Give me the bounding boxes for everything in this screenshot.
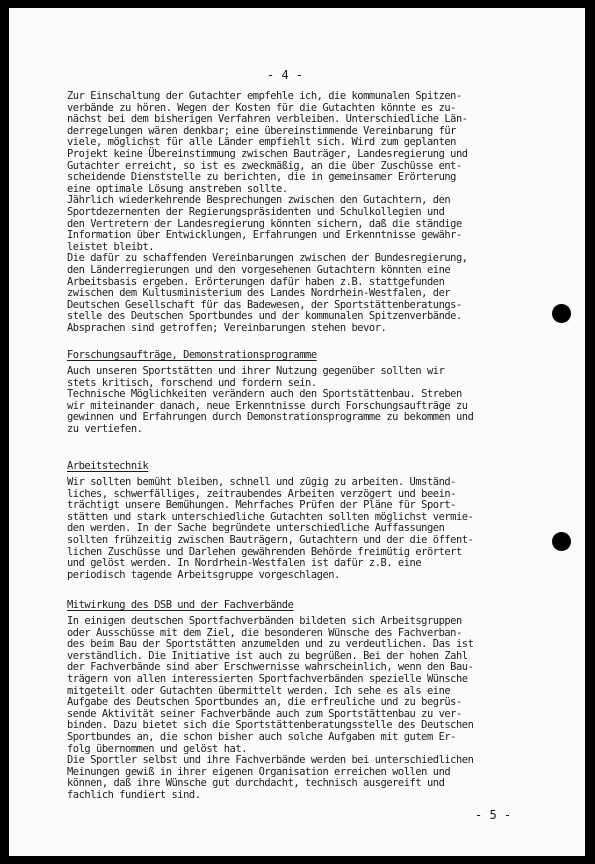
text-line: binden. Dazu bietet sich die Sportstättenberatungsstelle des Deutschen <box>67 719 474 732</box>
text-line: Sportdezernenten der Regierungspräsidenten und Schulkollegien und <box>67 205 445 218</box>
text-line: zwischen dem Kultusministerium des Landes Nordrhein-Westfalen, der <box>67 287 451 300</box>
text-line: der Fachverbände sind aber Erschwernisse wahrscheinlich, wenn den Bau- <box>67 661 474 674</box>
text-line: mitgeteilt oder Gutachten übermittelt werden. Ich sehe es als eine <box>67 684 451 697</box>
text-line: verständlich. Die Initiative ist auch zu begrüßen. Bei der hohen Zahl <box>67 649 468 662</box>
text-line: und gelöst werden. In Nordrhein-Westfalen ist dafür z.B. eine <box>67 557 422 570</box>
heading-mitwirkung: Mitwirkung des DSB und der Fachverbände <box>67 599 294 611</box>
text-line: periodisch tagende Arbeitsgruppe vorgeschlagen. <box>67 568 340 581</box>
text-line: lichen Zuschüsse und Darlehen gewährenden Behörde freimütig erörtert <box>67 545 462 558</box>
intro-paragraphs <box>67 91 567 334</box>
text-line: des beim Bau der Sportstätten anzumelden und zu verdeutlichen. Das ist <box>67 638 474 651</box>
text-line: trägern von allen interessierten Sportfachverbänden spezielle Wünsche <box>67 672 468 685</box>
document-page <box>9 8 585 856</box>
text-line: Deutschen Gesellschaft für das Badewesen, der Sportstättenberatungs- <box>67 298 462 311</box>
text-line: Arbeitsbasis ergeben. Erörterungen dafür haben z.B. stattgefunden <box>67 275 445 288</box>
heading-arbeitstechnik: Arbeitstechnik <box>67 460 149 472</box>
text-line: gewinnen und Erfahrungen durch Demonstrationsprogramme zu bekommen und <box>67 411 474 424</box>
text-line: sende Aktivität seiner Fachverbände auch zum Sportstättenbau zu ver- <box>67 707 462 720</box>
text-line: stets kritisch, forschend und fordern sein. <box>67 376 317 389</box>
text-line: Projekt keine Übereinstimmung zwischen Bauträger, Landesregierung und <box>67 147 468 160</box>
text-line: Die dafür zu schaffenden Vereinbarungen zwischen der Bundesregierung, <box>67 252 468 265</box>
text-line: können, daß ihre Wünsche gut durchdacht, technisch ausgereift und <box>67 777 445 790</box>
page-number: - 4 - <box>267 68 304 82</box>
text-line: Meinungen gewiß in ihrer eigenen Organisation erreichen wollen und <box>67 765 451 778</box>
text-line: Information über Entwicklungen, Erfahrungen und Erkenntnisse gewähr- <box>67 229 462 242</box>
text-line: Sportbundes an, die schon bisher auch solche Aufgaben mit gutem Er- <box>67 730 456 743</box>
text-line: Auch unseren Sportstätten und ihrer Nutzung gegenüber sollten wir <box>67 365 445 377</box>
text-line: oder Ausschüsse mit dem Ziel, die besonderen Wünsche des Fachverban- <box>67 626 462 639</box>
text-line: Wir sollten bemüht bleiben, schnell und zügig zu arbeiten. Umständ- <box>67 476 456 488</box>
text-line: leistet bleibt. <box>67 240 155 253</box>
text-line: Technische Möglichkeiten verändern auch den Sportstättenbau. Streben <box>67 388 462 401</box>
text-line: trächtigt unsere Bemühungen. Mehrfaches Prüfen der Pläne für Sport- <box>67 499 456 512</box>
section-forschungsauftraege-body <box>67 366 567 436</box>
text-line: den Vertretern der Landesregierung könnten sichern, daß die ständige <box>67 217 462 230</box>
text-line: Aufgabe des Deutschen Sportbundes an, die erfreuliche und zu begrüs- <box>67 696 462 709</box>
text-line: zu vertiefen. <box>67 422 143 435</box>
text-line: verbände zu hören. Wegen der Kosten für die Gutachten könnte es zu- <box>67 101 456 114</box>
section-mitwirkung-body <box>67 616 567 802</box>
text-line: liches, schwerfälliges, zeitraubendes Arbeiten verzögert und beein- <box>67 487 456 500</box>
text-line: folg übernommen und gelöst hat. <box>67 742 247 755</box>
text-line: fachlich fundiert sind. <box>67 788 201 801</box>
page-footer-next: - 5 - <box>475 808 512 822</box>
text-line: Die Sportler selbst und ihre Fachverbände werden bei unterschiedlichen <box>67 754 474 767</box>
heading-forschungsauftraege: Forschungsaufträge, Demonstrationsprogramme <box>67 349 317 361</box>
text-line: viele, möglichst für alle Länder empfiehlt sich. Wird zum geplanten <box>67 136 456 149</box>
text-line: In einigen deutschen Sportfachverbänden bildeten sich Arbeitsgruppen <box>67 615 462 627</box>
text-line: den Länderregierungen und den vorgesehenen Gutachtern könnten eine <box>67 263 451 276</box>
section-arbeitstechnik-body <box>67 477 567 581</box>
text-line: stätten und stark unterschiedliche Gutachten sollten möglichst vermie- <box>67 510 474 523</box>
punch-hole-top <box>552 304 571 323</box>
text-line: scheidende Dienststelle zu berichten, die in gemeinsamer Erörterung <box>67 171 456 184</box>
text-line: stelle des Deutschen Sportbundes und der kommunalen Spitzenverbände. <box>67 310 462 323</box>
text-line: derregelungen wären denkbar; eine übereinstimmende Vereinbarung für <box>67 124 456 137</box>
text-line: sollten frühzeitig zwischen Bauträgern, Gutachtern und der die öffent- <box>67 533 474 546</box>
text-line: Zur Einschaltung der Gutachter empfehle ich, die kommunalen Spitzen- <box>67 90 462 102</box>
text-line: nächst bei dem bisherigen Verfahren verbleiben. Unterschiedliche Län- <box>67 113 468 126</box>
text-line: Absprachen sind getroffen; Vereinbarungen stehen bevor. <box>67 321 387 334</box>
text-line: Gutachter erreicht, so ist es zweckmäßig, an die über Zuschüsse ent- <box>67 159 462 172</box>
text-line: den werden. In der Sache begründete unterschiedliche Auffassungen <box>67 522 445 535</box>
text-line: Jährlich wiederkehrende Besprechungen zwischen den Gutachtern, den <box>67 194 451 207</box>
punch-hole-bottom <box>552 532 571 551</box>
text-line: wir miteinander danach, neue Erkenntnisse durch Forschungsaufträge zu <box>67 399 468 412</box>
text-line: eine optimale Lösung anstreben sollte. <box>67 182 288 195</box>
